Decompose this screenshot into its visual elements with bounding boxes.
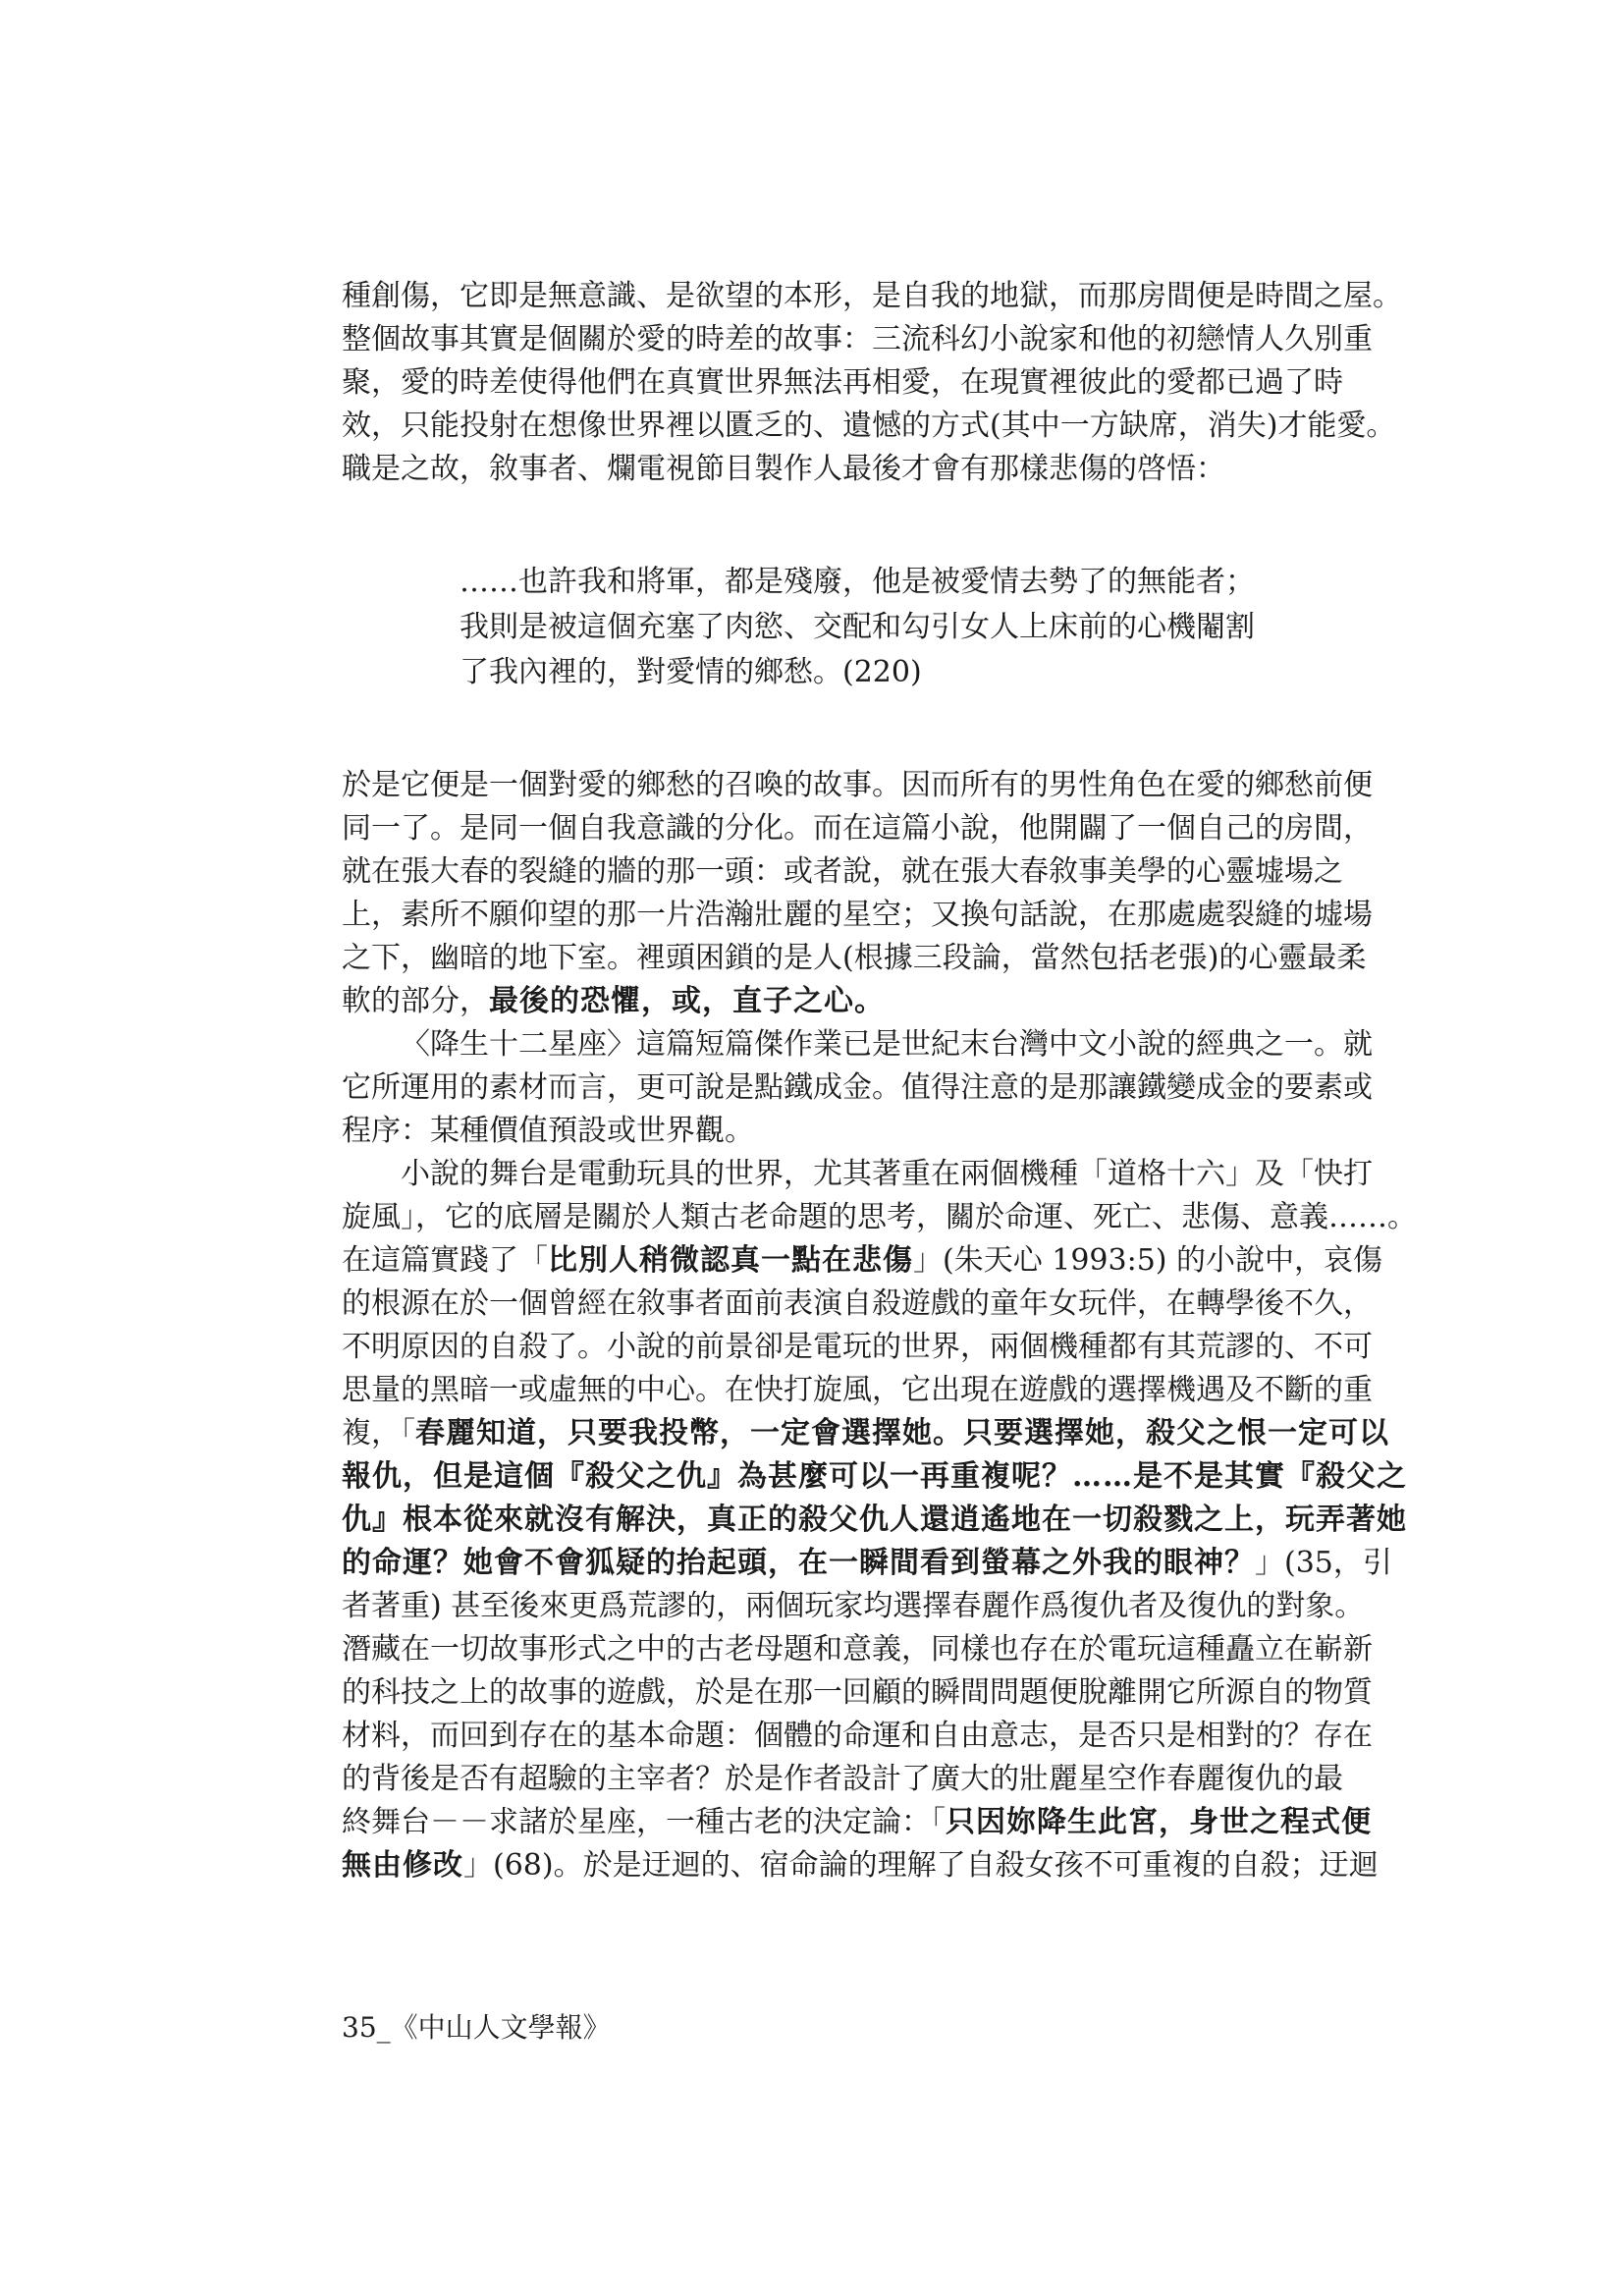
- plain-text: 軟的部分，: [342, 984, 489, 1018]
- text-line: 聚，愛的時差使得他們在真實世界無法再相愛，在現實裡彼此的愛都已過了時: [342, 365, 1343, 400]
- text-line: 者著重) 甚至後來更爲荒謬的，兩個玩家均選擇春麗作爲復仇者及復仇的對象。: [342, 1589, 1365, 1623]
- paragraph-3: [342, 1023, 1373, 1153]
- emphasized-text: 只因妳降生此宮，身世之程式便: [946, 1805, 1372, 1839]
- plain-text: 複，「: [342, 1416, 415, 1450]
- text-line: [342, 1239, 1383, 1283]
- text-line: [342, 1801, 1372, 1844]
- text-line: 就在張大春的裂縫的牆的那一頭：或者說，就在張大春敘事美學的心靈墟場之: [342, 854, 1343, 889]
- text-line: 種創傷，它即是無意識、是欲望的本形，是自我的地獄，而那房間便是時間之屋。: [342, 279, 1402, 313]
- page-footer: 35_《中山人文學報》: [342, 2011, 611, 2044]
- text-line: [342, 980, 1299, 1023]
- text-line: [342, 1844, 1379, 1887]
- plain-text: 」(35，引: [1255, 1546, 1392, 1580]
- quote-line: 我則是被這個充塞了肉慾、交配和勾引女人上床前的心機閹割: [460, 610, 1255, 644]
- text-line: 上，素所不願仰望的那一片浩瀚壯麗的星空；又換句話說，在那處處裂縫的墟場: [342, 898, 1373, 932]
- text-line: 思量的黑暗一或虛無的中心。在快打旋風，它出現在遊戲的選擇機遇及不斷的重: [342, 1373, 1373, 1407]
- paragraph-4: [342, 1153, 1417, 1887]
- plain-text: 」(朱天心 1993:5) 的小說中，哀傷: [913, 1243, 1383, 1278]
- text-line: 潛藏在一切故事形式之中的古老母題和意義，同樣也存在於電玩這種矗立在嶄新: [342, 1632, 1373, 1667]
- plain-text: 」(68)。於是迂迴的、宿命論的理解了自殺女孩不可重複的自殺；迂迴: [463, 1848, 1379, 1883]
- quote-line: ……也許我和將軍，都是殘廢，他是被愛情去勢了的無能者；: [460, 565, 1255, 599]
- plain-text: 終舞台－－求諸於星座，一種古老的決定論：「: [342, 1805, 946, 1839]
- text-line: 它所運用的素材而言，更可說是點鐵成金。值得注意的是那讓鐵變成金的要素或: [342, 1070, 1373, 1105]
- text-line: 效，只能投射在想像世界裡以匱乏的、遺憾的方式(其中一方缺席，消失)才能愛。: [342, 409, 1396, 443]
- plain-text: 在這篇實踐了「: [342, 1243, 548, 1278]
- emphasized-text: 無由修改: [342, 1848, 463, 1883]
- text-line: 整個故事其實是個關於愛的時差的故事：三流科幻小說家和他的初戀情人久別重: [342, 322, 1373, 356]
- quote-line: 了我內裡的，對愛情的鄉愁。(220): [460, 655, 922, 689]
- text-line: 小說的舞台是電動玩具的世界，尤其著重在兩個機種「道格十六」及「快打: [401, 1157, 1373, 1191]
- emphasized-text: 最後的恐懼，或，直子之心。: [489, 984, 885, 1018]
- text-line: 的背後是否有超驗的主宰者？於是作者設計了廣大的壯麗星空作春麗復仇的最: [342, 1762, 1343, 1796]
- emphasized-text: 春麗知道，只要我投幣，一定會選擇她。只要選擇她，殺父之恨一定可以: [415, 1416, 1389, 1450]
- text-line: [342, 1542, 1392, 1585]
- paragraph-2: [342, 764, 1373, 1023]
- block-quote: [460, 560, 1265, 695]
- text-line: [342, 1412, 1389, 1455]
- text-line: 旋風」，它的底層是關於人類古老命題的思考，關於命運、死亡、悲傷、意義……。: [342, 1200, 1417, 1234]
- emphasized-text: 的命運？她會不會狐疑的抬起頭，在一瞬間看到螢幕之外我的眼神？: [342, 1546, 1255, 1580]
- text-line: 職是之故，敘事者、爛電視節目製作人最後才會有那樣悲傷的啓悟：: [342, 452, 1225, 486]
- text-line: 之下，幽暗的地下室。裡頭困鎖的是人(根據三段論，當然包括老張)的心靈最柔: [342, 941, 1367, 975]
- text-line: 程序：某種價值預設或世界觀。: [342, 1114, 754, 1148]
- emphasized-text: 比別人稍微認真一點在悲傷: [548, 1243, 913, 1278]
- text-line: 的根源在於一個曾經在敘事者面前表演自殺遊戲的童年女玩伴，在轉學後不久，: [342, 1286, 1373, 1321]
- text-line: 〈降生十二星座〉這篇短篇傑作業已是世紀末台灣中文小說的經典之一。就: [401, 1027, 1373, 1062]
- paragraph-1: [342, 275, 1402, 491]
- text-line: 不明原因的自殺了。小說的前景卻是電玩的世界，兩個機種都有其荒謬的、不可: [342, 1330, 1373, 1364]
- emphasized-line: 報仇，但是這個『殺父之仇』為甚麼可以一再重複呢？……是不是其實『殺父之: [342, 1459, 1407, 1494]
- emphasized-line: 仇』根本從來就沒有解決，真正的殺父仇人還逍遙地在一切殺戮之上，玩弄著她: [342, 1503, 1407, 1537]
- text-line: 同一了。是同一個自我意識的分化。而在這篇小說，他開闢了一個自己的房間，: [342, 811, 1373, 846]
- text-line: 於是它便是一個對愛的鄉愁的召喚的故事。因而所有的男性角色在愛的鄉愁前便: [342, 768, 1373, 802]
- text-line: 的科技之上的故事的遊戲，於是在那一回顧的瞬間問題便脫離開它所源自的物質: [342, 1675, 1373, 1710]
- text-line: 材料，而回到存在的基本命題：個體的命運和自由意志，是否只是相對的？存在: [342, 1719, 1373, 1753]
- body-text: [342, 275, 1417, 1887]
